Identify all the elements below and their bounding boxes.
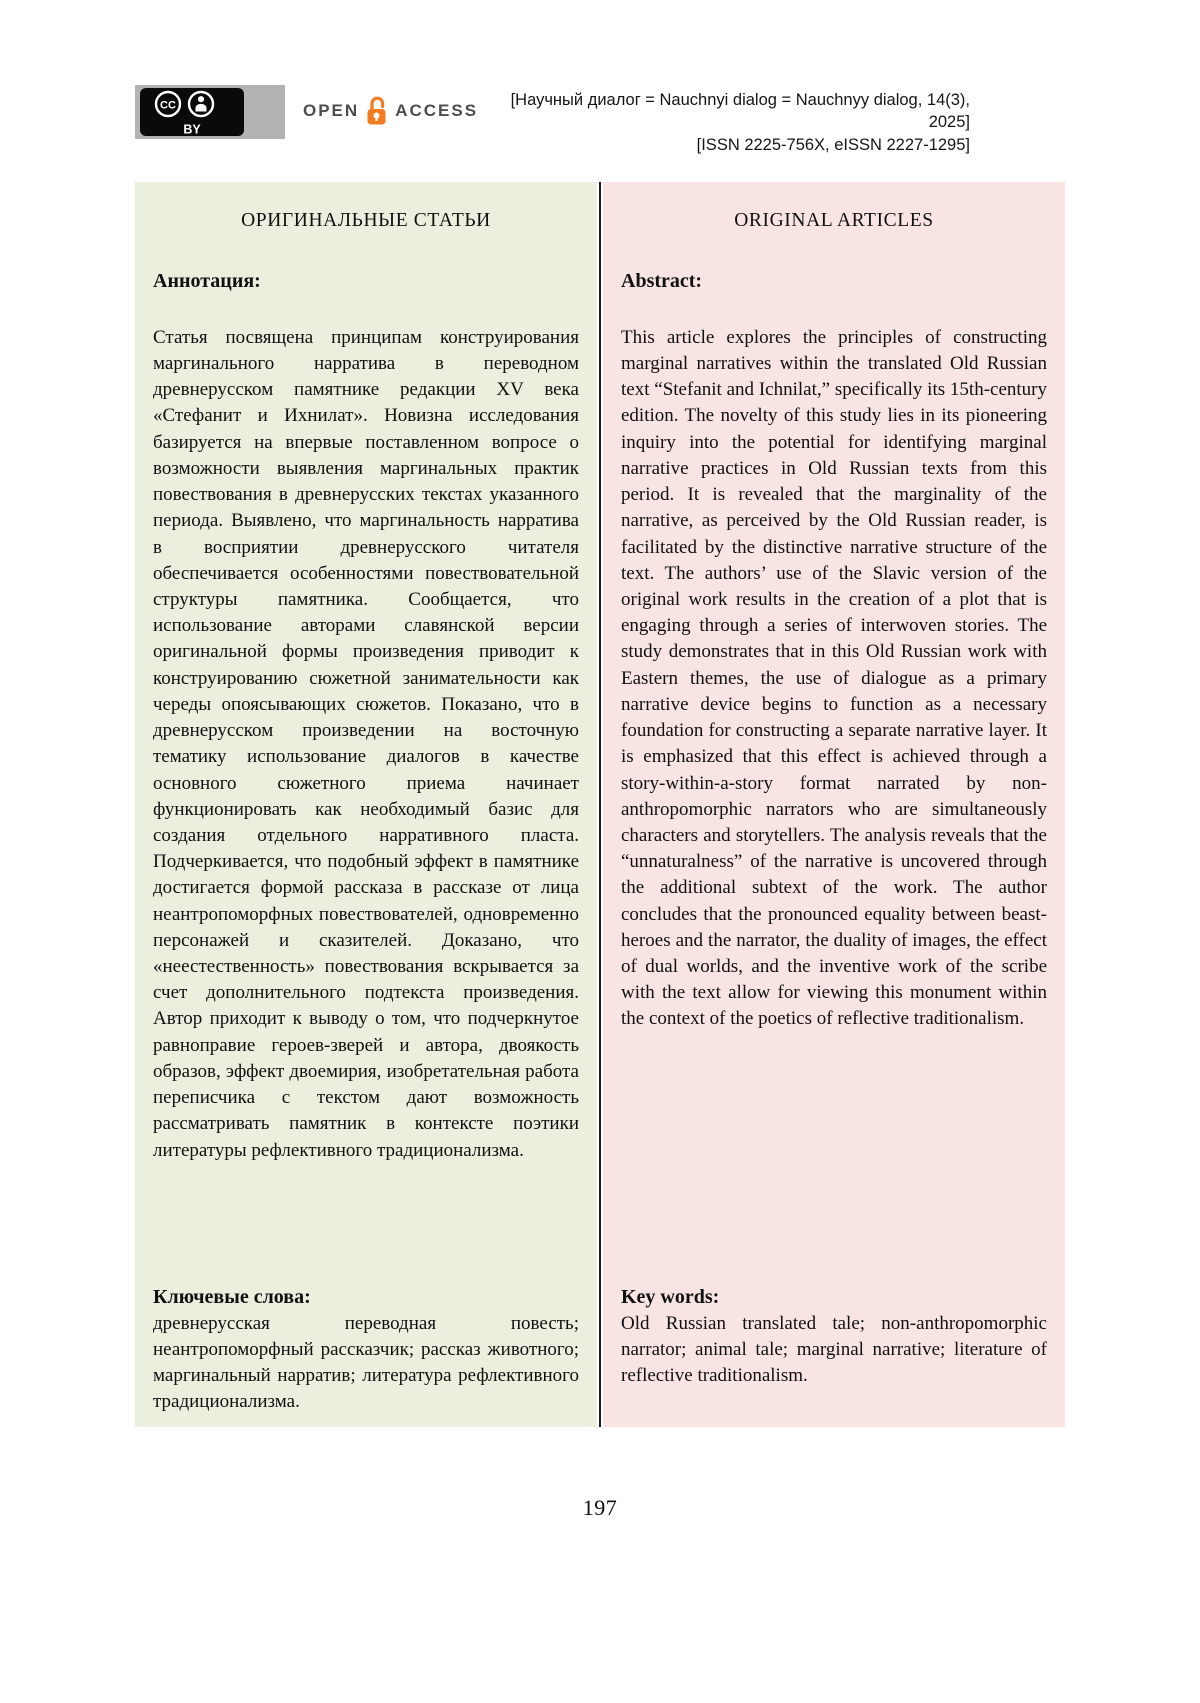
open-access-word-access: ACCESS — [395, 101, 479, 120]
journal-citation — [478, 85, 1065, 156]
page-number: 197 — [582, 1494, 618, 1520]
russian-abstract-text: Статья посвящена принципам конструирования маргинального нарратива в переводном древнерусском памятнике редакции XV века «Стефанит и Ихнилат». Новизна исследования базируется на впервые поставленном вопросе о возможности выявления маргинальных практик повествования в древнерусских текстах указанного периода. Выявлено, что маргинальность нарратива в восприятии древнерусского читателя обеспечивается особенностями повествовательной структуры памятника. Сообщается, что использование авторами славянской версии оригинальной формы произведения приводит к конструированию сюжетной занимательности как череды опоясывающих сюжетов. Показано, что в древнерусском произведении на восточную тематику использование диалогов в качестве основного сюжетного приема начинает функционировать как необходимый базис для создания отдельного нарративного пласта. Подчеркивается, что подобный эффект в памятнике достигается формой рассказа в рассказе от лица неантропоморфных повествователей, одновременно персонажей и сказителей. Доказано, что «неестественность» повествования вскрывается за счет дополнительного подтекста произведения. Автор приходит к выводу о том, что подчеркнутое равноправие героев-зверей и автора, двоякость образов, эффект двоемирия, изобретательная работа переписчика с текстом дают возможность рассматривать памятник в контексте поэтики литературы рефлективного традиционализма. — [153, 326, 579, 1161]
english-section-title: ORIGINAL ARTICLES — [734, 209, 934, 231]
svg-text:CC: CC — [160, 99, 176, 112]
page-header — [135, 85, 1065, 156]
license-badges — [135, 85, 478, 139]
by-label: BY — [183, 122, 201, 137]
citation-line-2: [ISSN 2225-756X, eISSN 2227-1295] — [696, 135, 970, 154]
russian-abstract-column — [135, 182, 597, 1427]
page-footer — [135, 1495, 1065, 1521]
cc-by-badge — [135, 85, 285, 139]
open-access-logo — [303, 95, 478, 127]
russian-keywords-label: Ключевые слова: — [153, 1285, 311, 1308]
russian-section-title: ОРИГИНАЛЬНЫЕ СТАТЬИ — [241, 209, 491, 231]
open-access-word-open: OPEN — [303, 101, 360, 120]
russian-abstract-label: Аннотация: — [153, 269, 261, 292]
english-abstract-label: Abstract: — [621, 269, 703, 292]
english-keywords-label: Key words: — [621, 1285, 720, 1308]
open-lock-icon — [364, 95, 390, 127]
russian-keywords-text: древнерусская переводная повесть; неантропоморфный рассказчик; рассказ животного; маргинальный нарратив; литература рефлективного традиционализма. — [153, 1312, 579, 1413]
english-abstract-text: This article explores the principles of constructing marginal narratives within the translated Old Russian text “Stefanit and Ichnilat,” specifically its 15th-century edition. The novelty of this study lies in its pioneering inquiry into the potential for identifying marginal narrative practices in Old Russian texts from this period. It is revealed that the marginality of the narrative, as perceived by the Old Russian reader, is facilitated by the distinctive narrative structure of the text. The authors’ use of the Slavic version of the original work results in the creation of a plot that is engaging through a series of interwoven stories. The study demonstrates that in this Old Russian work with Eastern themes, the use of dialogue as a primary narrative device begins to function as a necessary foundation for constructing a separate narrative layer. It is emphasized that this effect is achieved through a story-within-a-story format narrated by non-anthropomorphic narrators who are simultaneously characters and storytellers. The analysis reveals that the “unnaturalness” of the narrative is uncovered through the additional subtext of the work. The author concludes that the pronounced equality between beast-heroes and the narrator, the duality of images, the effect of dual worlds, and the inventive work of the scribe with the text allow for viewing this monument within the context of the poetics of reflective traditionalism. — [621, 326, 1047, 1030]
russian-keywords-block — [135, 1286, 597, 1427]
english-keywords-block — [603, 1286, 1065, 1427]
abstract-columns — [135, 182, 1065, 1427]
citation-line-1: [Научный диалог = Nauchnyi dialog = Nauchnyy dialog, 14(3), 2025] — [510, 91, 970, 132]
english-keywords-text: Old Russian translated tale; non-anthropomorphic narrator; animal tale; marginal narrative; literature of reflective traditionalism. — [621, 1312, 1047, 1387]
column-divider-line — [599, 182, 601, 1427]
english-abstract-column — [603, 182, 1065, 1427]
